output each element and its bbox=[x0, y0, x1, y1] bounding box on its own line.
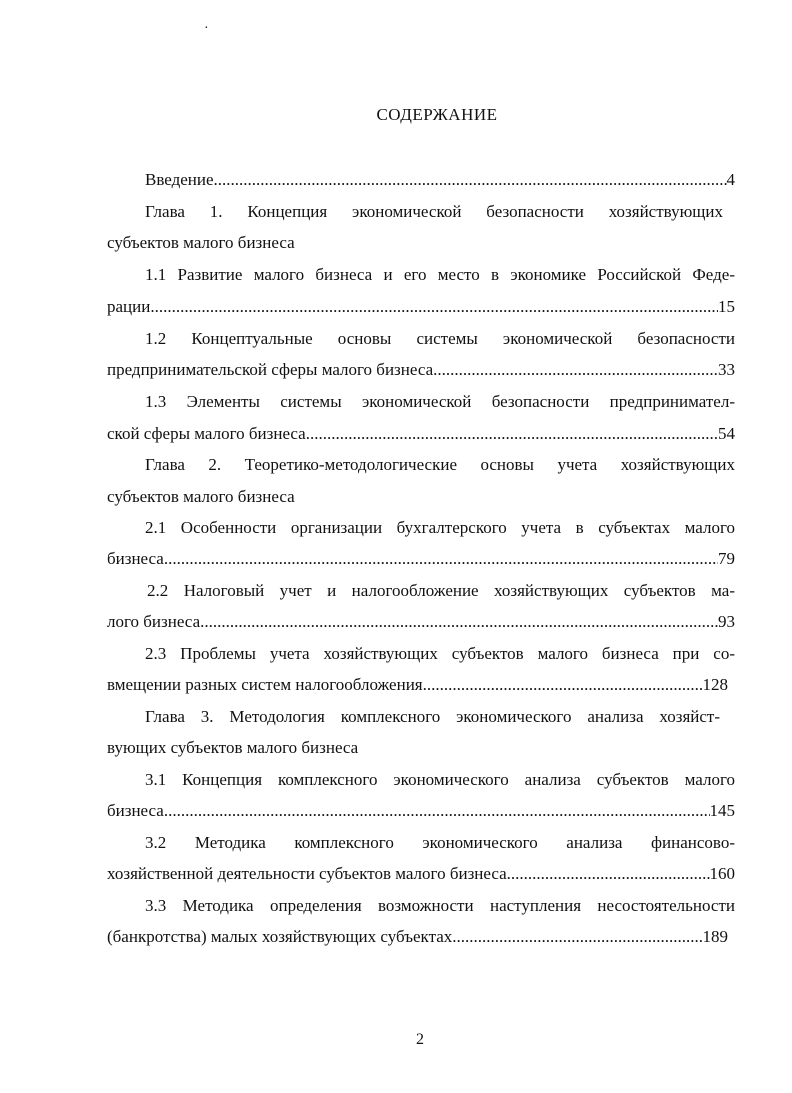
toc-section-2-2-line1[interactable]: 2.2 Налоговый учет и налогообложение хозяйствующих субъектов ма- bbox=[147, 581, 735, 600]
toc-label: бизнеса bbox=[107, 801, 164, 820]
toc-chapter-1-line2[interactable]: субъектов малого бизнеса bbox=[107, 233, 295, 252]
toc-leader-dots bbox=[200, 610, 718, 634]
toc-leader-dots bbox=[150, 295, 718, 319]
toc-page-number: 93 bbox=[718, 612, 735, 631]
toc-page-number: 79 bbox=[718, 549, 735, 568]
toc-label: Введение bbox=[145, 170, 214, 189]
toc-leader-dots bbox=[433, 358, 718, 382]
toc-section-3-1-line1[interactable]: 3.1 Концепция комплексного экономического анализа субъектов малого bbox=[145, 770, 735, 789]
toc-leader-dots bbox=[214, 168, 727, 192]
toc-entry-1-3[interactable] bbox=[107, 422, 735, 446]
toc-section-1-3-line1[interactable]: 1.3 Элементы системы экономической безопасности предпринимател- bbox=[145, 392, 735, 411]
toc-entry-intro[interactable] bbox=[145, 168, 735, 192]
toc-label: бизнеса bbox=[107, 549, 164, 568]
toc-entry-2-1[interactable] bbox=[107, 547, 735, 571]
toc-label: вмещении разных систем налогообложения bbox=[107, 675, 423, 694]
toc-leader-dots bbox=[423, 673, 703, 697]
toc-label: рации bbox=[107, 297, 151, 316]
toc-chapter-1-line1[interactable]: Глава 1. Концепция экономической безопасности хозяйствующих bbox=[145, 202, 723, 221]
toc-entry-3-1[interactable] bbox=[107, 799, 735, 823]
toc-section-2-1-line1[interactable]: 2.1 Особенности организации бухгалтерского учета в субъектах малого bbox=[145, 518, 735, 537]
toc-label: лого бизнеса bbox=[107, 612, 201, 631]
toc-section-3-2-line1[interactable]: 3.2 Методика комплексного экономического анализа финансово- bbox=[145, 833, 735, 852]
toc-chapter-2-line2[interactable]: субъектов малого бизнеса bbox=[107, 487, 295, 506]
toc-leader-dots bbox=[452, 925, 702, 949]
toc-chapter-2-line1[interactable]: Глава 2. Теоретико-методологические основы учета хозяйствующих bbox=[145, 455, 735, 474]
toc-page-number: 145 bbox=[709, 801, 735, 820]
toc-leader-dots bbox=[164, 799, 710, 823]
toc-entry-2-2[interactable] bbox=[107, 610, 735, 634]
toc-leader-dots bbox=[164, 547, 718, 571]
toc-entry-3-2[interactable] bbox=[107, 862, 735, 886]
toc-label: предпринимательской сферы малого бизнеса bbox=[107, 360, 434, 379]
toc-page-number: 15 bbox=[718, 297, 735, 316]
toc-chapter-3-line1[interactable]: Глава 3. Методология комплексного экономического анализа хозяйст- bbox=[145, 707, 720, 726]
toc-section-1-1-line1[interactable]: 1.1 Развитие малого бизнеса и его место в экономике Российской Феде- bbox=[145, 265, 735, 284]
page-number: 2 bbox=[416, 1031, 424, 1048]
toc-label: хозяйственной деятельности субъектов малого бизнеса bbox=[107, 864, 507, 883]
toc-entry-1-2[interactable] bbox=[107, 358, 735, 382]
toc-page-number: 4 bbox=[726, 170, 735, 189]
toc-page-number: 128 bbox=[702, 675, 728, 694]
toc-leader-dots bbox=[306, 422, 718, 446]
toc-section-1-2-line1[interactable]: 1.2 Концептуальные основы системы экономической безопасности bbox=[145, 329, 735, 348]
scan-speck: · bbox=[204, 21, 209, 36]
toc-chapter-3-line2[interactable]: вующих субъектов малого бизнеса bbox=[107, 738, 359, 757]
toc-label: (банкротства) малых хозяйствующих субъектах bbox=[107, 927, 453, 946]
toc-page-number: 160 bbox=[709, 864, 735, 883]
toc-label: ской сферы малого бизнеса bbox=[107, 424, 306, 443]
toc-section-2-3-line1[interactable]: 2.3 Проблемы учета хозяйствующих субъектов малого бизнеса при со- bbox=[145, 644, 735, 663]
toc-page-number: 54 bbox=[718, 424, 735, 443]
toc-section-3-3-line1[interactable]: 3.3 Методика определения возможности наступления несостоятельности bbox=[145, 896, 735, 915]
toc-page-number: 189 bbox=[702, 927, 728, 946]
toc-page-number: 33 bbox=[718, 360, 735, 379]
toc-leader-dots bbox=[507, 862, 710, 886]
toc-entry-1-1[interactable] bbox=[107, 295, 735, 319]
toc-entry-3-3[interactable] bbox=[107, 925, 728, 949]
toc-entry-2-3[interactable] bbox=[107, 673, 728, 697]
page-title: СОДЕРЖАНИЕ bbox=[376, 105, 498, 124]
